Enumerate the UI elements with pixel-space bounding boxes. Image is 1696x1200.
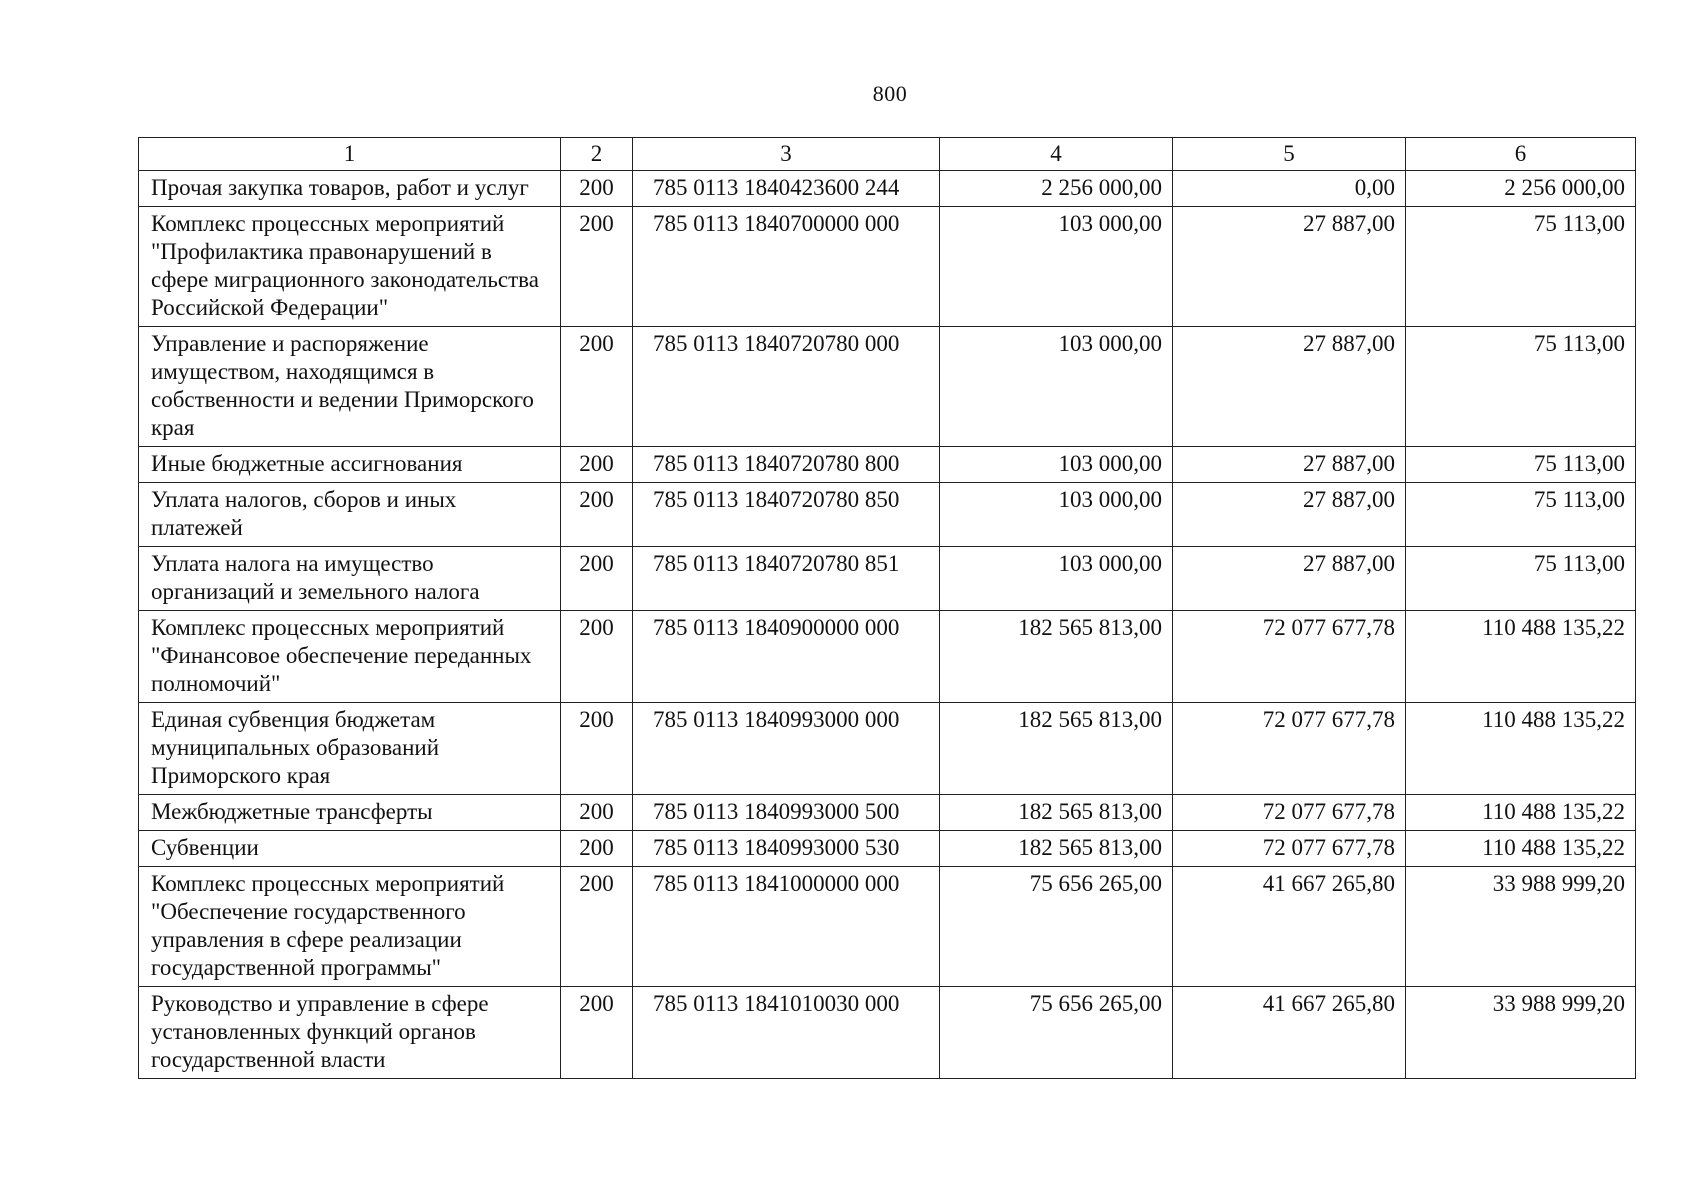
row-amount-col4-cell: 182 565 813,00 <box>940 611 1173 703</box>
row-code-cell: 200 <box>561 327 633 447</box>
row-name-cell: Комплекс процессных мероприятий "Финансовое обеспечение переданных полномочий" <box>139 611 561 703</box>
table-row <box>139 447 1636 483</box>
row-amount-col6-cell: 75 113,00 <box>1406 207 1636 327</box>
row-amount-col6-cell: 110 488 135,22 <box>1406 831 1636 867</box>
header-col-5: 5 <box>1173 138 1406 171</box>
row-kbk-cell: 785 0113 1840720780 000 <box>633 327 940 447</box>
row-code-cell: 200 <box>561 447 633 483</box>
row-amount-col6-cell: 75 113,00 <box>1406 547 1636 611</box>
row-amount-col4-cell: 2 256 000,00 <box>940 171 1173 207</box>
row-kbk-cell: 785 0113 1840993000 530 <box>633 831 940 867</box>
row-code-cell: 200 <box>561 831 633 867</box>
header-col-3: 3 <box>633 138 940 171</box>
row-kbk-cell: 785 0113 1841000000 000 <box>633 867 940 987</box>
row-amount-col5-cell: 41 667 265,80 <box>1173 867 1406 987</box>
row-kbk-cell: 785 0113 1840423600 244 <box>633 171 940 207</box>
row-amount-col6-cell: 110 488 135,22 <box>1406 703 1636 795</box>
row-amount-col5-cell: 27 887,00 <box>1173 447 1406 483</box>
row-amount-col6-cell: 2 256 000,00 <box>1406 171 1636 207</box>
row-code-cell: 200 <box>561 207 633 327</box>
header-row <box>139 138 1636 171</box>
row-amount-col4-cell: 182 565 813,00 <box>940 703 1173 795</box>
row-amount-col4-cell: 103 000,00 <box>940 207 1173 327</box>
row-amount-col6-cell: 110 488 135,22 <box>1406 611 1636 703</box>
row-amount-col5-cell: 72 077 677,78 <box>1173 703 1406 795</box>
row-amount-col6-cell: 110 488 135,22 <box>1406 795 1636 831</box>
budget-table <box>138 137 1636 1079</box>
row-amount-col5-cell: 72 077 677,78 <box>1173 795 1406 831</box>
header-col-4: 4 <box>940 138 1173 171</box>
row-code-cell: 200 <box>561 483 633 547</box>
row-amount-col4-cell: 103 000,00 <box>940 547 1173 611</box>
row-code-cell: 200 <box>561 987 633 1079</box>
row-amount-col4-cell: 103 000,00 <box>940 483 1173 547</box>
row-code-cell: 200 <box>561 171 633 207</box>
row-amount-col5-cell: 27 887,00 <box>1173 207 1406 327</box>
row-amount-col4-cell: 75 656 265,00 <box>940 867 1173 987</box>
row-amount-col6-cell: 33 988 999,20 <box>1406 987 1636 1079</box>
row-amount-col4-cell: 75 656 265,00 <box>940 987 1173 1079</box>
row-kbk-cell: 785 0113 1840720780 851 <box>633 547 940 611</box>
row-code-cell: 200 <box>561 703 633 795</box>
row-amount-col4-cell: 182 565 813,00 <box>940 831 1173 867</box>
row-name-cell: Иные бюджетные ассигнования <box>139 447 561 483</box>
row-code-cell: 200 <box>561 547 633 611</box>
row-kbk-cell: 785 0113 1840993000 000 <box>633 703 940 795</box>
table-row <box>139 327 1636 447</box>
table-body <box>139 171 1636 1079</box>
row-amount-col5-cell: 27 887,00 <box>1173 327 1406 447</box>
row-name-cell: Комплекс процессных мероприятий "Обеспечение государственного управления в сфере реализации государственной программы" <box>139 867 561 987</box>
header-col-2: 2 <box>561 138 633 171</box>
row-name-cell: Комплекс процессных мероприятий "Профилактика правонарушений в сфере миграционного законодательства Российской Федерации" <box>139 207 561 327</box>
row-amount-col5-cell: 0,00 <box>1173 171 1406 207</box>
row-name-cell: Руководство и управление в сфере установленных функций органов государственной власти <box>139 987 561 1079</box>
table-row <box>139 611 1636 703</box>
table-row <box>139 207 1636 327</box>
table-row <box>139 987 1636 1079</box>
row-code-cell: 200 <box>561 795 633 831</box>
row-amount-col5-cell: 72 077 677,78 <box>1173 611 1406 703</box>
row-name-cell: Уплата налога на имущество организаций и земельного налога <box>139 547 561 611</box>
table-row <box>139 867 1636 987</box>
row-amount-col4-cell: 103 000,00 <box>940 447 1173 483</box>
table-row <box>139 483 1636 547</box>
row-kbk-cell: 785 0113 1840700000 000 <box>633 207 940 327</box>
row-name-cell: Прочая закупка товаров, работ и услуг <box>139 171 561 207</box>
table-header <box>139 138 1636 171</box>
row-kbk-cell: 785 0113 1840993000 500 <box>633 795 940 831</box>
table-row <box>139 795 1636 831</box>
table-row <box>139 831 1636 867</box>
row-amount-col4-cell: 182 565 813,00 <box>940 795 1173 831</box>
header-col-6: 6 <box>1406 138 1636 171</box>
row-amount-col6-cell: 33 988 999,20 <box>1406 867 1636 987</box>
row-name-cell: Единая субвенция бюджетам муниципальных образований Приморского края <box>139 703 561 795</box>
header-col-1: 1 <box>139 138 561 171</box>
row-name-cell: Уплата налогов, сборов и иных платежей <box>139 483 561 547</box>
row-amount-col5-cell: 41 667 265,80 <box>1173 987 1406 1079</box>
row-kbk-cell: 785 0113 1841010030 000 <box>633 987 940 1079</box>
row-amount-col6-cell: 75 113,00 <box>1406 327 1636 447</box>
row-kbk-cell: 785 0113 1840900000 000 <box>633 611 940 703</box>
row-kbk-cell: 785 0113 1840720780 850 <box>633 483 940 547</box>
row-name-cell: Управление и распоряжение имуществом, находящимся в собственности и ведении Приморского края <box>139 327 561 447</box>
page-number: 800 <box>872 81 908 106</box>
row-code-cell: 200 <box>561 611 633 703</box>
row-name-cell: Субвенции <box>139 831 561 867</box>
row-name-cell: Межбюджетные трансферты <box>139 795 561 831</box>
table-row <box>139 703 1636 795</box>
row-amount-col5-cell: 27 887,00 <box>1173 547 1406 611</box>
row-code-cell: 200 <box>561 867 633 987</box>
row-amount-col5-cell: 27 887,00 <box>1173 483 1406 547</box>
row-kbk-cell: 785 0113 1840720780 800 <box>633 447 940 483</box>
row-amount-col6-cell: 75 113,00 <box>1406 447 1636 483</box>
row-amount-col5-cell: 72 077 677,78 <box>1173 831 1406 867</box>
row-amount-col4-cell: 103 000,00 <box>940 327 1173 447</box>
table-row <box>139 547 1636 611</box>
table-row <box>139 171 1636 207</box>
row-amount-col6-cell: 75 113,00 <box>1406 483 1636 547</box>
